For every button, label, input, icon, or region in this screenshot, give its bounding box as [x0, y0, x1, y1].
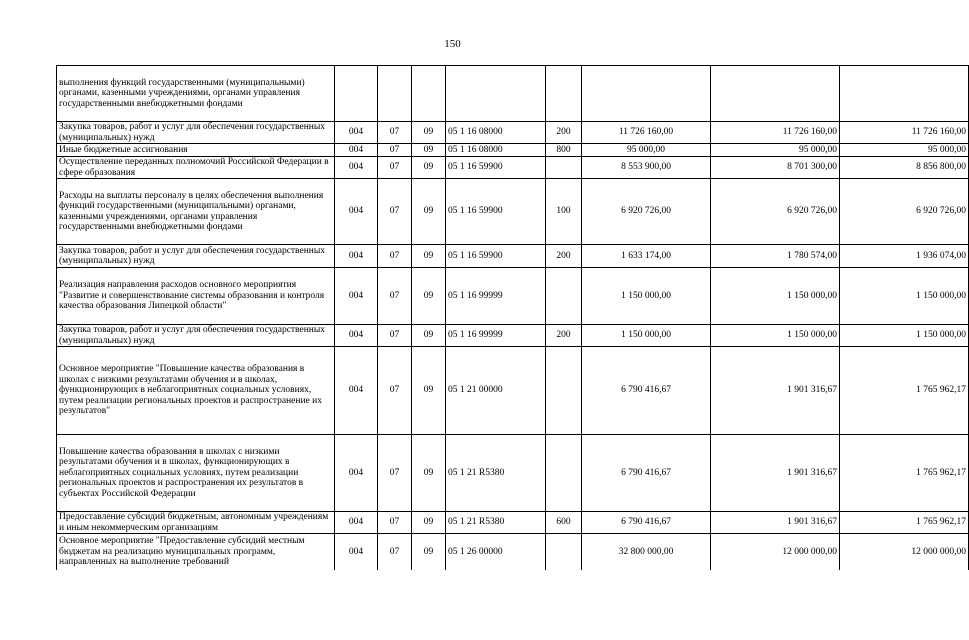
cell-ministry: 004 [335, 435, 378, 512]
cell-subsection: 09 [412, 435, 446, 512]
cell-subsection: 09 [412, 534, 446, 570]
cell-amount-year1: 1 633 174,00 [582, 245, 711, 268]
cell-name: Закупка товаров, работ и услуг для обеспечения государственных (муниципальных) нужд [57, 325, 335, 347]
cell-subsection: 09 [412, 347, 446, 435]
cell-amount-year1: 8 553 900,00 [582, 157, 711, 179]
cell-expense: 200 [546, 245, 582, 268]
cell-amount-year1: 6 790 416,67 [582, 435, 711, 512]
cell-amount-year1: 6 920 726,00 [582, 179, 711, 245]
cell-expense: 800 [546, 144, 582, 157]
cell-amount-year3: 1 150 000,00 [840, 268, 969, 325]
cell-target: 05 1 16 59900 [446, 157, 546, 179]
cell-target: 05 1 26 00000 [446, 534, 546, 570]
cell-section: 07 [378, 157, 412, 179]
table-row [57, 245, 969, 268]
cell-ministry: 004 [335, 325, 378, 347]
cell-ministry: 004 [335, 268, 378, 325]
cell-amount-year1: 6 790 416,67 [582, 347, 711, 435]
cell-amount-year2: 1 780 574,00 [711, 245, 840, 268]
cell-amount-year2 [711, 66, 840, 122]
cell-amount-year3: 1 150 000,00 [840, 325, 969, 347]
cell-amount-year3: 8 856 800,00 [840, 157, 969, 179]
cell-section: 07 [378, 144, 412, 157]
cell-expense: 200 [546, 325, 582, 347]
cell-ministry: 004 [335, 122, 378, 144]
cell-name: Реализация направления расходов основного мероприятия "Развитие и совершенствование системы образования и контроля качества образования Липецкой области" [57, 268, 335, 325]
table-row [57, 144, 969, 157]
cell-name: Осуществление переданных полномочий Российской Федерации в сфере образования [57, 157, 335, 179]
cell-subsection: 09 [412, 245, 446, 268]
cell-amount-year2: 8 701 300,00 [711, 157, 840, 179]
cell-target: 05 1 16 99999 [446, 325, 546, 347]
cell-subsection: 09 [412, 512, 446, 534]
cell-subsection: 09 [412, 325, 446, 347]
page-number: 150 [444, 38, 461, 50]
cell-expense: 100 [546, 179, 582, 245]
cell-section: 07 [378, 347, 412, 435]
cell-amount-year3: 11 726 160,00 [840, 122, 969, 144]
cell-name: выполнения функций государственными (муниципальными) органами, казенными учреждениями, органами управления государственными внебюджетными фондами [57, 66, 335, 122]
cell-amount-year3: 1 936 074,00 [840, 245, 969, 268]
table-row [57, 179, 969, 245]
cell-amount-year1: 1 150 000,00 [582, 325, 711, 347]
table-row [57, 66, 969, 122]
cell-amount-year1 [582, 66, 711, 122]
cell-name: Основное мероприятие "Предоставление субсидий местным бюджетам на реализацию муниципальных программ, направленных на выполнение требований [57, 534, 335, 570]
cell-amount-year2: 12 000 000,00 [711, 534, 840, 570]
cell-amount-year1: 6 790 416,67 [582, 512, 711, 534]
cell-name: Закупка товаров, работ и услуг для обеспечения государственных (муниципальных) нужд [57, 122, 335, 144]
cell-subsection: 09 [412, 179, 446, 245]
table-row [57, 268, 969, 325]
cell-amount-year2: 11 726 160,00 [711, 122, 840, 144]
cell-amount-year3: 6 920 726,00 [840, 179, 969, 245]
cell-amount-year2: 6 920 726,00 [711, 179, 840, 245]
cell-ministry: 004 [335, 179, 378, 245]
cell-ministry: 004 [335, 245, 378, 268]
cell-amount-year1: 11 726 160,00 [582, 122, 711, 144]
cell-subsection [412, 66, 446, 122]
cell-subsection: 09 [412, 157, 446, 179]
cell-ministry: 004 [335, 144, 378, 157]
cell-target: 05 1 21 R5380 [446, 435, 546, 512]
cell-target: 05 1 16 08000 [446, 122, 546, 144]
cell-target: 05 1 21 00000 [446, 347, 546, 435]
cell-name: Расходы на выплаты персоналу в целях обеспечения выполнения функций государственными (муниципальными) органами, казенными учреждениями, органами управления государственными внебюджетными фондами [57, 179, 335, 245]
cell-section: 07 [378, 325, 412, 347]
cell-section: 07 [378, 122, 412, 144]
cell-expense [546, 435, 582, 512]
cell-section: 07 [378, 268, 412, 325]
cell-target: 05 1 16 59900 [446, 245, 546, 268]
cell-target [446, 66, 546, 122]
table-row [57, 347, 969, 435]
cell-amount-year1: 95 000,00 [582, 144, 711, 157]
cell-expense [546, 347, 582, 435]
cell-amount-year1: 1 150 000,00 [582, 268, 711, 325]
cell-name: Основное мероприятие "Повышение качества образования в школах с низкими результатами обучения и в школах, функционирующих в неблагоприятных социальных условиях, путем реализации региональных проектов и распространение их результатов" [57, 347, 335, 435]
cell-amount-year2: 1 150 000,00 [711, 268, 840, 325]
cell-name: Иные бюджетные ассигнования [57, 144, 335, 157]
cell-expense: 200 [546, 122, 582, 144]
cell-subsection: 09 [412, 144, 446, 157]
cell-name: Предоставление субсидий бюджетным, автономным учреждениям и иным некоммерческим организациям [57, 512, 335, 534]
cell-target: 05 1 16 99999 [446, 268, 546, 325]
cell-section: 07 [378, 512, 412, 534]
cell-section: 07 [378, 179, 412, 245]
cell-ministry: 004 [335, 347, 378, 435]
cell-amount-year2: 1 901 316,67 [711, 435, 840, 512]
cell-section: 07 [378, 245, 412, 268]
cell-expense: 600 [546, 512, 582, 534]
cell-ministry: 004 [335, 534, 378, 570]
cell-expense [546, 268, 582, 325]
cell-amount-year3: 12 000 000,00 [840, 534, 969, 570]
cell-target: 05 1 16 59900 [446, 179, 546, 245]
budget-table [56, 65, 969, 570]
cell-subsection: 09 [412, 122, 446, 144]
cell-amount-year3: 95 000,00 [840, 144, 969, 157]
cell-target: 05 1 16 08000 [446, 144, 546, 157]
cell-ministry: 004 [335, 157, 378, 179]
cell-section: 07 [378, 534, 412, 570]
cell-amount-year2: 1 150 000,00 [711, 325, 840, 347]
cell-expense [546, 534, 582, 570]
cell-amount-year3: 1 765 962,17 [840, 512, 969, 534]
cell-section: 07 [378, 435, 412, 512]
table-row [57, 157, 969, 179]
cell-name: Повышение качества образования в школах с низкими результатами обучения и в школах, функционирующих в неблагоприятных социальных условиях, путем реализации региональных проектов и распространения их результатов в субъектах Российской Федерации [57, 435, 335, 512]
cell-subsection: 09 [412, 268, 446, 325]
cell-target: 05 1 21 R5380 [446, 512, 546, 534]
cell-expense [546, 157, 582, 179]
cell-amount-year2: 1 901 316,67 [711, 512, 840, 534]
table-row [57, 512, 969, 534]
cell-section [378, 66, 412, 122]
table-row [57, 534, 969, 570]
cell-amount-year2: 1 901 316,67 [711, 347, 840, 435]
cell-amount-year3: 1 765 962,17 [840, 435, 969, 512]
cell-ministry: 004 [335, 512, 378, 534]
cell-amount-year1: 32 800 000,00 [582, 534, 711, 570]
cell-amount-year2: 95 000,00 [711, 144, 840, 157]
table-row [57, 122, 969, 144]
table-row [57, 435, 969, 512]
cell-amount-year3 [840, 66, 969, 122]
cell-amount-year3: 1 765 962,17 [840, 347, 969, 435]
cell-ministry [335, 66, 378, 122]
cell-name: Закупка товаров, работ и услуг для обеспечения государственных (муниципальных) нужд [57, 245, 335, 268]
cell-expense [546, 66, 582, 122]
table-row [57, 325, 969, 347]
